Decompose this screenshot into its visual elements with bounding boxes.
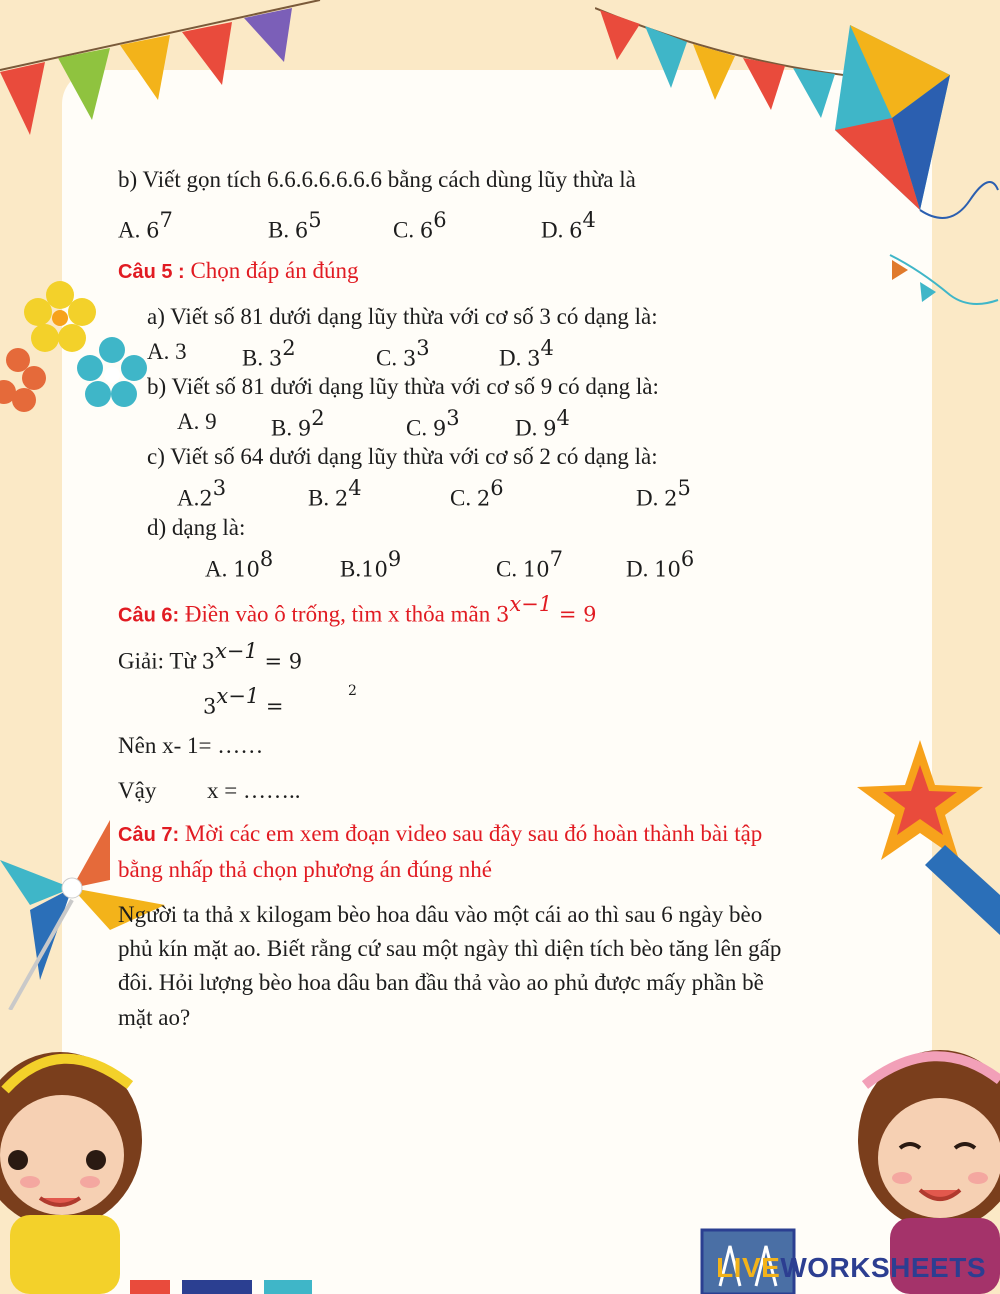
logo-prefix: LIVE (716, 1252, 781, 1283)
q6-solution-line4-value: x = …….. (207, 778, 301, 803)
q6-equation-exponent: x−1 (509, 592, 553, 616)
option-exponent: 4 (540, 336, 554, 360)
q5a-option-b[interactable] (242, 336, 296, 371)
option-label: A. (147, 339, 176, 364)
q5-title: Chọn đáp án đúng (184, 258, 359, 283)
option-exponent: 3 (446, 406, 460, 430)
option-label: C. (406, 415, 433, 441)
q7-title-line1: Mời các em xem đoạn video sau đây sau đó hoàn thành bài tập (179, 821, 763, 846)
q5d-option-c[interactable] (496, 547, 563, 582)
option-label: B. (340, 556, 362, 582)
bunting-left-decoration (0, 0, 330, 150)
option-exponent: 8 (259, 547, 274, 571)
option-base: 3 (268, 346, 283, 371)
q5a-option-a[interactable] (147, 340, 187, 363)
option-exponent: 2 (311, 406, 325, 430)
q4b-option-c[interactable] (393, 208, 447, 243)
option-base: 2 (199, 486, 213, 511)
q6-label: Câu 6: (118, 604, 180, 627)
option-label: D. (636, 485, 665, 511)
q4b-option-b[interactable] (268, 208, 322, 243)
option-label: A. (177, 409, 206, 434)
q5b-option-a[interactable] (177, 410, 217, 433)
option-base: 2 (334, 486, 349, 511)
flowers-decoration (0, 280, 150, 430)
q5b-question: b) Viết số 81 dưới dạng lũy thừa với cơ số 9 có dạng là: (147, 374, 659, 399)
option-exponent: 4 (556, 406, 570, 430)
q7-body-line: phủ kín mặt ao. Biết rằng cứ sau một ngày thì diện tích bèo tăng lên gấp (118, 936, 782, 961)
option-base: 3 (402, 346, 417, 371)
liveworksheets-logo (716, 1252, 986, 1284)
q4b-question: b) Viết gọn tích 6.6.6.6.6.6.6 bằng cách dùng lũy thừa là (118, 167, 636, 192)
solution-base: 3 (203, 694, 217, 719)
q5d-question: d) dạng là: (147, 515, 246, 540)
option-label: B. (242, 345, 269, 371)
option-base: 6 (569, 218, 583, 243)
q6-solution-line1 (118, 639, 303, 674)
q5c-option-a[interactable] (177, 476, 227, 511)
option-label: B. (268, 217, 295, 243)
q4b-option-a[interactable] (118, 208, 173, 243)
option-base: 10 (361, 557, 388, 582)
q5c-option-b[interactable] (308, 476, 362, 511)
option-base: 9 (432, 416, 447, 441)
option-base: 10 (654, 557, 681, 582)
option-label: A. (118, 217, 147, 243)
option-exponent: 5 (308, 208, 322, 232)
option-exponent: 4 (582, 208, 596, 232)
option-base: 9 (297, 416, 312, 441)
q5a-option-d[interactable] (499, 336, 554, 371)
q6-heading (118, 592, 597, 627)
option-base: 6 (419, 218, 434, 243)
option-base: 2 (476, 486, 491, 511)
solution-prefix: Giải: Từ (118, 648, 202, 674)
q5c-option-d[interactable] (636, 476, 691, 511)
option-base: 9 (205, 409, 217, 434)
q5b-option-b[interactable] (271, 406, 325, 441)
q6-blank-input[interactable] (290, 683, 346, 711)
option-exponent: 6 (433, 208, 447, 232)
option-base: 6 (146, 218, 160, 243)
option-base: 10 (522, 557, 550, 582)
kite-decoration (830, 20, 1000, 310)
option-label: B. (308, 485, 335, 511)
q5b-option-c[interactable] (406, 406, 460, 441)
solution-rhs: = 9 (257, 649, 303, 674)
q6-blank-exponent: 2 (348, 683, 357, 699)
option-exponent: 7 (549, 547, 563, 571)
q4b-option-d[interactable] (541, 208, 596, 243)
option-label: A. (177, 485, 200, 511)
q6-equation-rhs: = 9 (552, 602, 597, 627)
q7-body-line: mặt ao? (118, 1005, 191, 1030)
q6-solution-line2 (203, 684, 284, 719)
option-exponent: 6 (680, 547, 695, 571)
option-base: 9 (543, 416, 557, 441)
q5a-question: a) Viết số 81 dưới dạng lũy thừa với cơ số 3 có dạng là: (147, 304, 658, 329)
q5d-option-d[interactable] (626, 547, 695, 582)
q6-equation-base: 3 (495, 602, 510, 627)
q7-title-line2: bằng nhấp thả chọn phương án đúng nhé (118, 857, 493, 882)
q7-label: Câu 7: (118, 824, 180, 846)
option-label: D. (499, 345, 528, 371)
option-base: 3 (175, 339, 187, 364)
option-label: B. (271, 415, 298, 441)
option-label: D. (626, 556, 655, 582)
q6-solution-line4-label: Vậy (118, 778, 157, 803)
solution-base: 3 (201, 649, 215, 674)
option-exponent: 2 (282, 336, 296, 360)
option-exponent: 7 (159, 208, 173, 232)
q7-heading (118, 822, 762, 845)
option-exponent: 4 (348, 476, 362, 500)
q5c-question: c) Viết số 64 dưới dạng lũy thừa với cơ số 2 có dạng là: (147, 444, 658, 469)
option-label: D. (515, 415, 544, 441)
q5d-option-a[interactable] (205, 547, 274, 582)
option-exponent: 3 (212, 476, 227, 500)
option-label: C. (393, 217, 420, 243)
option-label: A. (205, 556, 234, 582)
option-exponent: 6 (490, 476, 504, 500)
q5c-option-c[interactable] (450, 476, 504, 511)
q6-solution-line3: Nên x- 1= …… (118, 733, 264, 758)
blocks-decoration (120, 1274, 360, 1294)
option-base: 10 (233, 557, 260, 582)
option-label: C. (450, 485, 477, 511)
option-base: 6 (294, 218, 309, 243)
option-label: C. (496, 556, 523, 582)
option-label: C. (376, 345, 403, 371)
q7-body-line: Người ta thả x kilogam bèo hoa dâu vào một cái ao thì sau 6 ngày bèo (118, 902, 763, 927)
option-label: D. (541, 217, 570, 243)
option-exponent: 9 (387, 547, 402, 571)
q5-heading (118, 259, 358, 282)
q5b-option-d[interactable] (515, 406, 570, 441)
girl-left-illustration (0, 1030, 160, 1294)
logo-suffix: WORKSHEETS (780, 1252, 986, 1283)
solution-exponent: x−1 (216, 684, 260, 708)
option-base: 2 (664, 486, 678, 511)
star-decoration (855, 735, 1000, 935)
solution-exponent: x−1 (214, 639, 258, 663)
solution-equals: = (259, 694, 284, 719)
option-exponent: 5 (677, 476, 691, 500)
q5a-option-c[interactable] (376, 336, 430, 371)
q5-label: Câu 5 : (118, 261, 185, 283)
q5d-option-b[interactable] (340, 547, 402, 582)
option-base: 3 (527, 346, 541, 371)
q6-title: Điền vào ô trống, tìm x thỏa mãn (179, 601, 496, 627)
q7-body-line: đôi. Hỏi lượng bèo hoa dâu ban đầu thả vào ao phủ được mấy phần bề (118, 970, 764, 995)
worksheet-page (62, 70, 932, 1294)
option-exponent: 3 (416, 336, 430, 360)
